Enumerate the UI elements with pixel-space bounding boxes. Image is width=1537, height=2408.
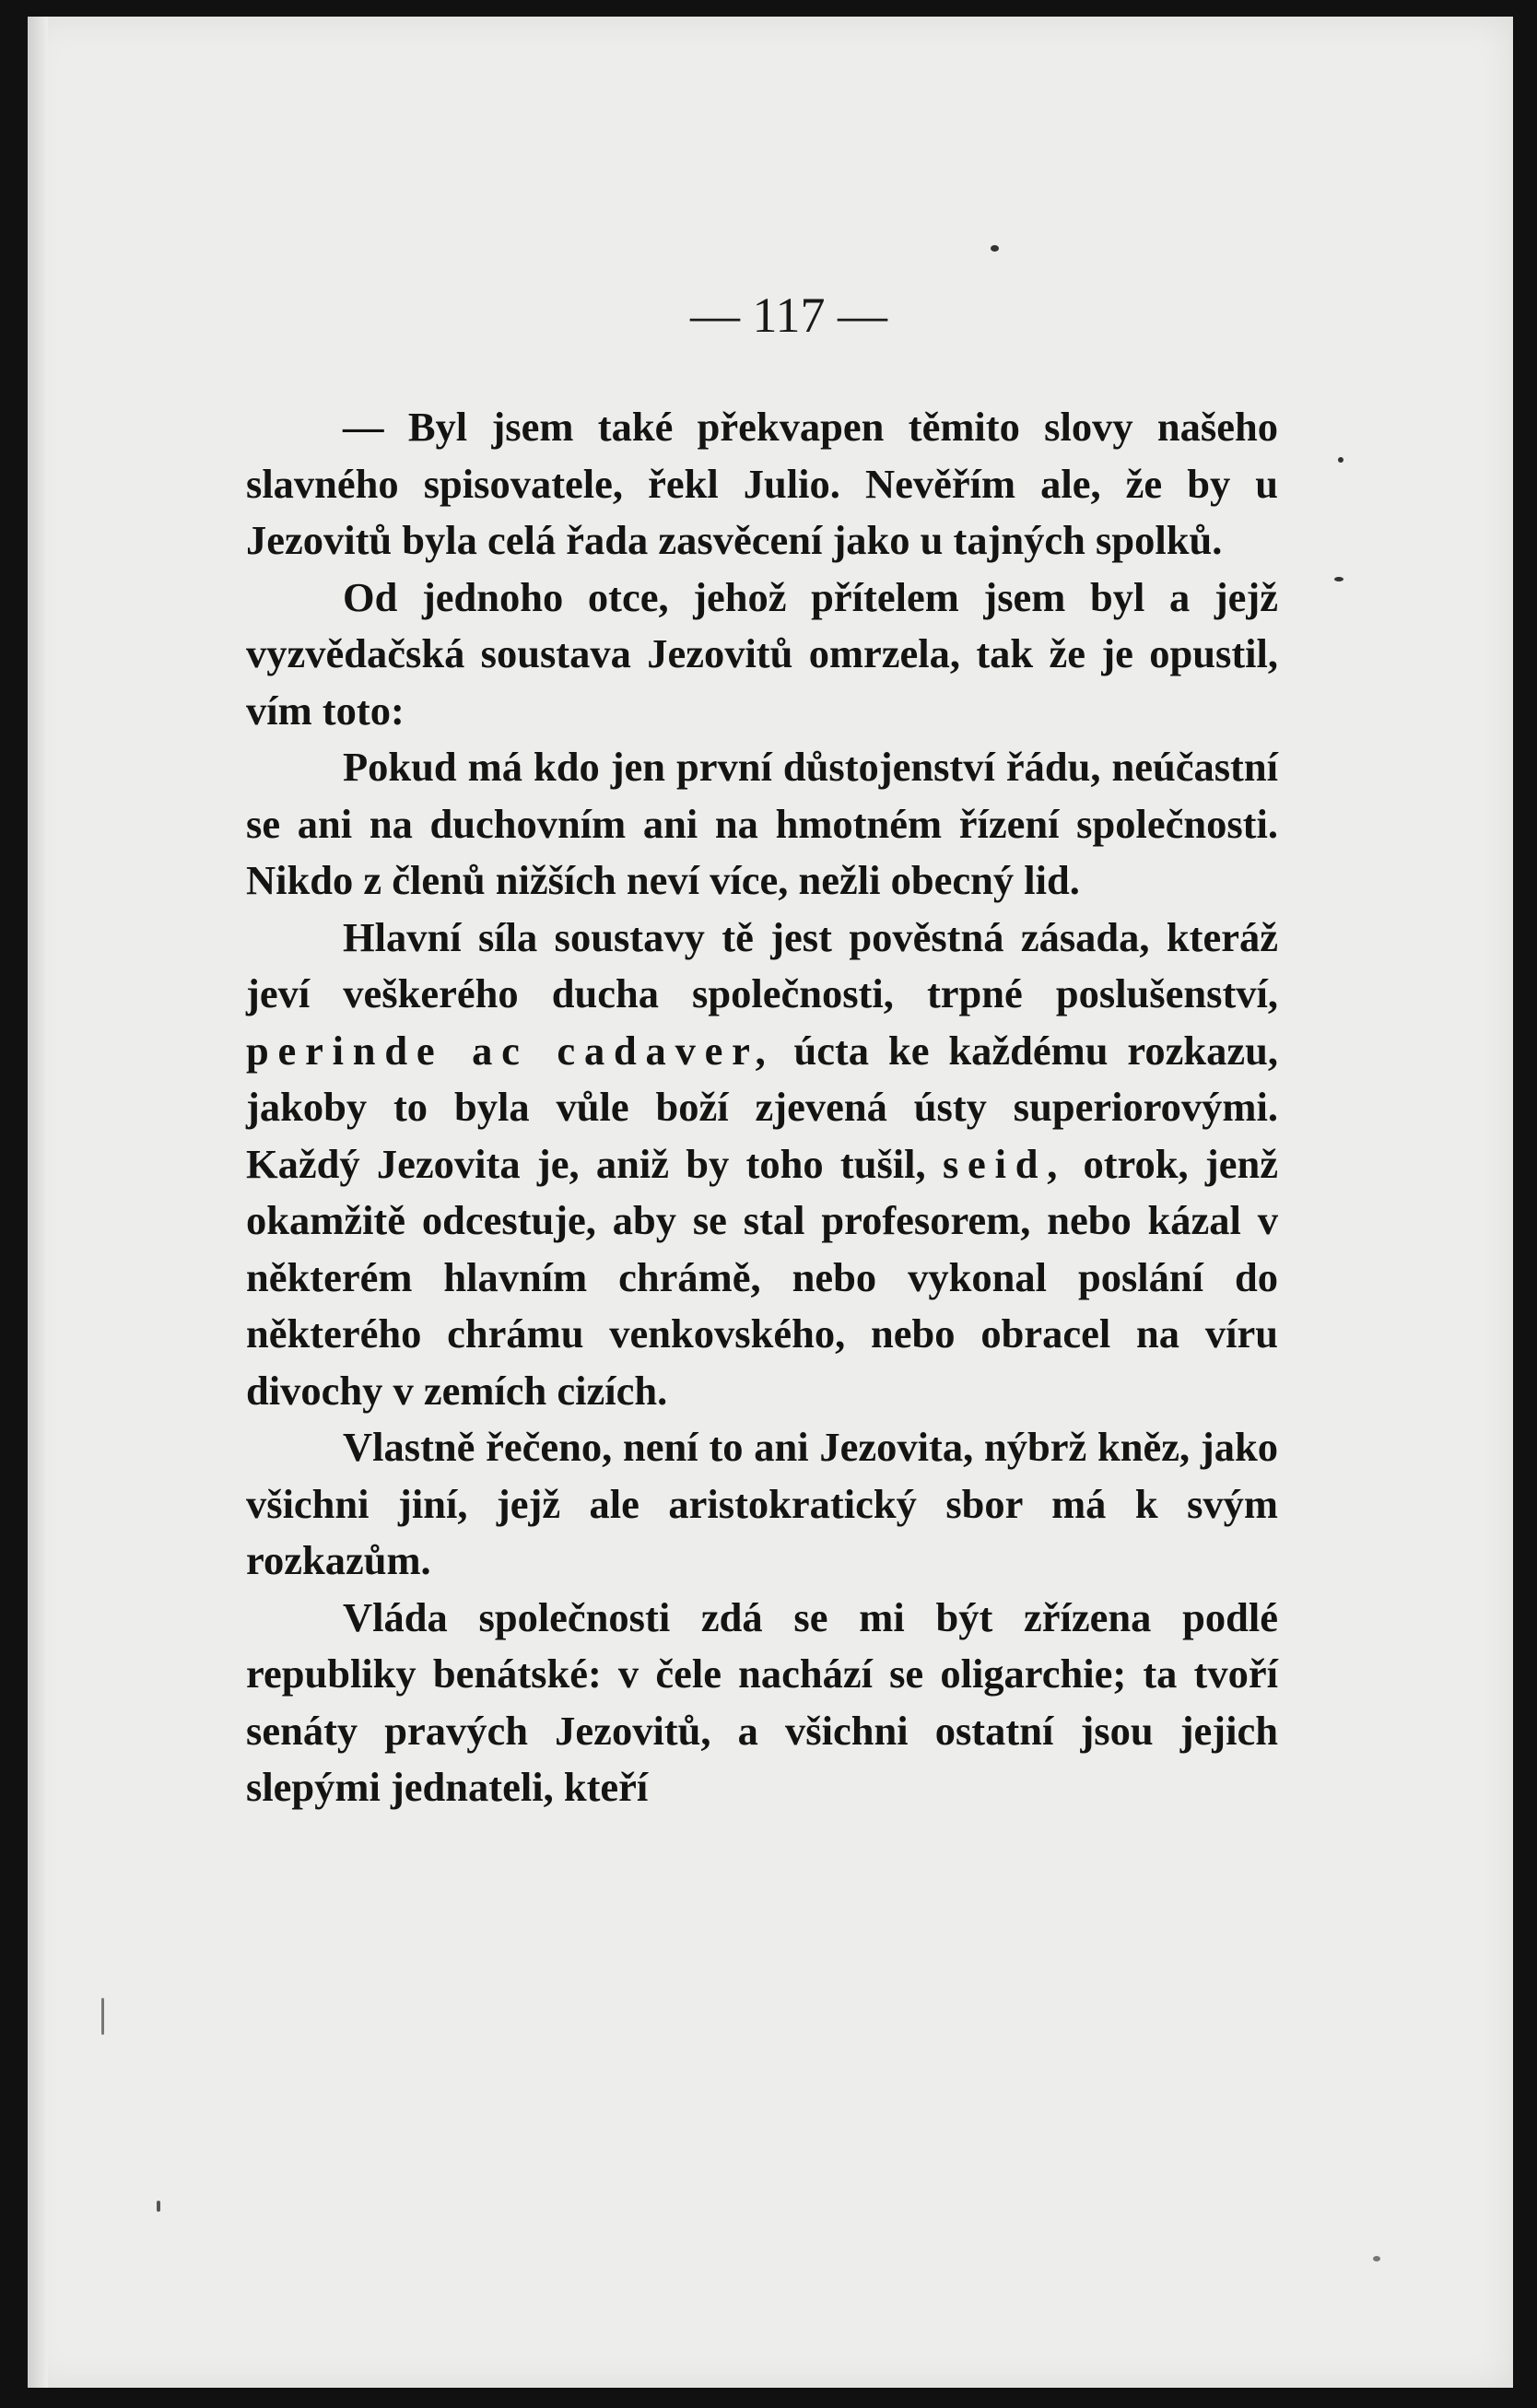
scan-speck xyxy=(101,1998,104,2035)
emphasized-word: seid, xyxy=(942,1140,1067,1187)
paragraph: Od jednoho otce, jehož přítelem jsem byl a jejž vyzvědačská soustava Jezovitů omrzela, tak že je opustil, vím toto: xyxy=(246,573,1278,734)
scan-speck xyxy=(991,245,999,252)
paragraph-text: úcta ke každému rozkazu, jakoby to byla vůle boží zjevená ústy superiorovými. Každý Jezovita je, aniž by toho tušil, xyxy=(246,1027,1278,1187)
paragraph: Vlastně řečeno, není to ani Jezovita, nýbrž kněz, jako všichni jiní, jejž ale aristokratický sbor má k svým rozkazům. xyxy=(246,1424,1278,1583)
paragraph-text: otrok, jenž okamžitě odcestuje, aby se stal profesorem, nebo kázal v některém hlavním chrámě, nebo vykonal poslání do některého chrámu venkovského, nebo obracel na víru divochy v zemích cizích. xyxy=(246,1140,1278,1414)
page-gutter-shadow xyxy=(28,17,48,2388)
scan-speck xyxy=(157,2201,160,2212)
paragraph: Pokud má kdo jen první důstojenství řádu, neúčastní se ani na duchovním ani na hmotném řízení společnosti. Nikdo z členů nižších neví více, nežli obecný lid. xyxy=(246,744,1278,903)
scan-speck xyxy=(1373,2256,1380,2261)
latin-phrase: perinde ac cadaver, xyxy=(246,1027,775,1074)
paragraph: Vláda společnosti zdá se mi být zřízena podlé republiky benátské: v čele nachází se oligarchie; ta tvoří senáty pravých Jezovitů, a všichni ostatní jsou jejich slepými jednateli, kteří xyxy=(246,1593,1278,1810)
book-page xyxy=(28,17,1513,2388)
body-text xyxy=(246,399,1278,1816)
paragraph xyxy=(246,910,1278,1420)
scan-speck xyxy=(1334,577,1343,581)
paragraph: — Byl jsem také překvapen těmito slovy našeho slavného spisovatele, řekl Julio. Nevěřím ale, že by u Jezovitů byla celá řada zasvěcení jako u tajných spolků. xyxy=(246,404,1278,563)
scan-speck xyxy=(1338,457,1343,463)
paragraph-text: Hlavní síla soustavy tě jest pověstná zásada, kteráž jeví veškerého ducha společnosti, trpné poslušenství, xyxy=(246,913,1278,1016)
page-number: — 117 — xyxy=(690,288,887,343)
